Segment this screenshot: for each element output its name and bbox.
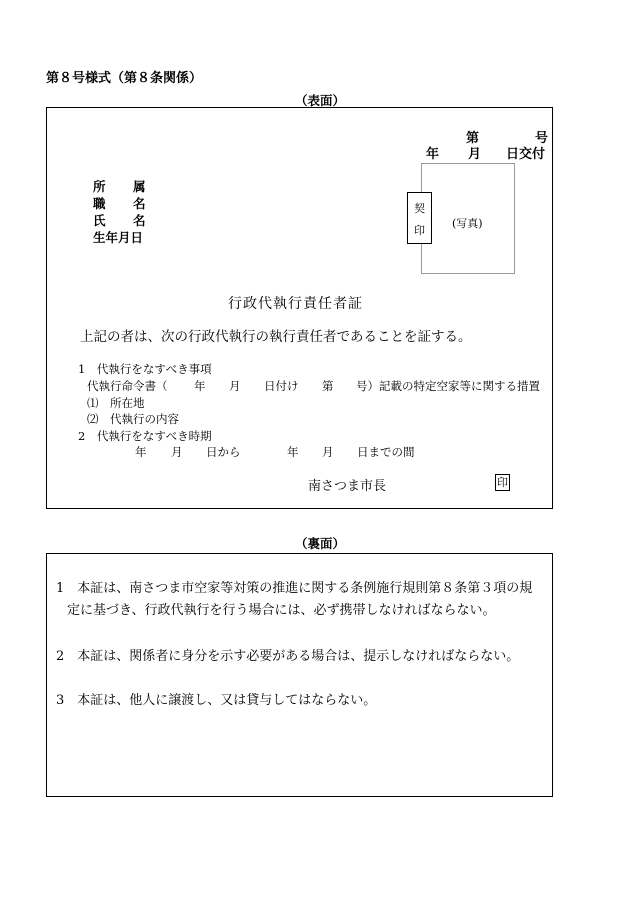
- photo-frame: [421, 163, 515, 274]
- order-line-c: 月: [229, 379, 241, 393]
- form-title: 第８号様式（第８条関係）: [46, 71, 203, 86]
- certificate-title: 行政代執行責任者証: [228, 296, 363, 312]
- clause-2: 2 本証は、関係者に身分を示す必要がある場合は、提示しなければならない。: [56, 649, 520, 664]
- order-line-f: 号）記載の特定空家等に関する措置: [356, 379, 540, 393]
- number-go: 号: [535, 131, 549, 146]
- seal-box: [407, 192, 432, 244]
- issue-month: 月: [468, 147, 482, 162]
- back-caption: （裏面）: [295, 536, 346, 551]
- issue-day: 日交付: [506, 147, 546, 162]
- field-position-2: 名: [133, 196, 146, 211]
- field-birthdate: 生年月日: [93, 230, 144, 245]
- field-affiliation-2: 属: [133, 179, 146, 194]
- issue-year: 年: [426, 147, 440, 162]
- number-dai: 第: [466, 131, 480, 146]
- order-line-e: 第: [322, 379, 334, 393]
- field-name-2: 名: [133, 213, 146, 228]
- mayor-title: 南さつま市長: [308, 479, 387, 494]
- period-a: 年: [135, 445, 147, 459]
- certificate-statement: 上記の者は、次の行政代執行の執行責任者であることを証する。: [80, 329, 472, 345]
- clause-1-line-2: 定に基づき、行政代執行を行う場合には、必ず携帯しなければならない。: [67, 603, 496, 618]
- period-b: 月: [171, 445, 183, 459]
- order-line-a: 代執行命令書（: [87, 379, 168, 393]
- field-position-1: 職: [93, 196, 106, 211]
- field-name-1: 氏: [93, 213, 106, 228]
- sub-item-2: ⑵ 代執行の内容: [87, 412, 179, 426]
- period-f: 日までの間: [357, 445, 415, 459]
- item-1: 1 代執行をなすべき事項: [78, 362, 212, 376]
- period-c: 日から: [206, 445, 241, 459]
- period-e: 月: [322, 445, 334, 459]
- front-caption: （表面）: [295, 93, 346, 108]
- period-d: 年: [287, 445, 299, 459]
- official-seal-stamp: 印: [497, 476, 508, 489]
- clause-3: 3 本証は、他人に譲渡し、又は貸与してはならない。: [56, 693, 377, 708]
- order-line-b: 年: [194, 379, 206, 393]
- field-affiliation-1: 所: [93, 179, 106, 194]
- order-line-d: 日付け: [264, 379, 299, 393]
- item-2: 2 代執行をなすべき時期: [78, 429, 212, 443]
- seal-bottom-char: 印: [414, 224, 425, 237]
- clause-1-line-1: 1 本証は、南さつま市空家等対策の推進に関する条例施行規則第８条第３項の規: [56, 581, 533, 596]
- sub-item-1: ⑴ 所在地: [87, 396, 145, 410]
- photo-label: (写真): [452, 217, 483, 230]
- seal-top-char: 契: [414, 202, 425, 215]
